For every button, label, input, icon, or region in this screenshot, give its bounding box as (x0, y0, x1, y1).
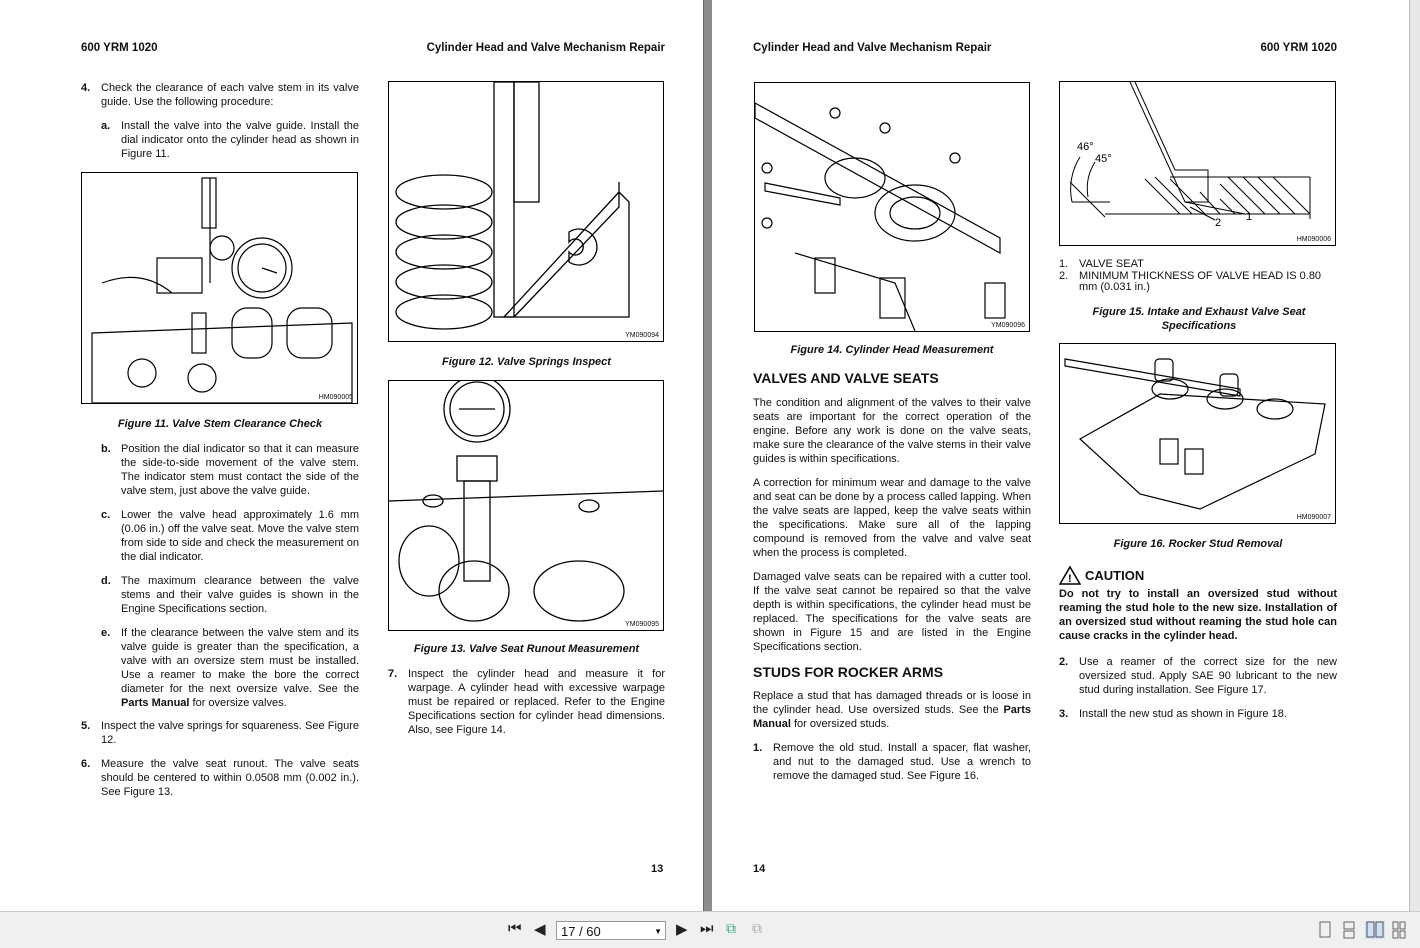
paragraph: A correction for minimum wear and damage to the valve and seat can be done by a process called lapping. When the valve seats are lapped, keep the valve seats within the specifications. Make sure all of the lapping compound is removed from the valve and valve seat when the process is completed. (753, 477, 1031, 559)
valve-seat-diagram (1060, 82, 1335, 245)
warning-icon (1059, 565, 1081, 585)
figure-15-caption: Figure 15. Intake and Exhaust Valve Seat Specifications (1092, 306, 1306, 332)
header-title: Cylinder Head and Valve Mechanism Repair (426, 42, 665, 54)
step-4a: a. Install the valve into the valve guide. Install the dial indicator onto the cylinder head as shown in Figure 11. (101, 120, 359, 160)
step-4c: c. Lower the valve head approximately 1.6 mm (0.06 in.) off the valve seat. Move the valve stem from side to side and check the measurement on the dial indicator. (101, 509, 359, 563)
section-heading-valves: VALVES AND VALVE SEATS (753, 370, 939, 386)
figure-14-image (754, 82, 1030, 332)
figure-12-image (388, 81, 664, 342)
viewer-toolbar (0, 911, 1420, 948)
figure-id: YM090096 (991, 322, 1025, 329)
step-3: 3. Install the new stud as shown in Figure 18. (1059, 708, 1287, 720)
step-1: 1. Remove the old stud. Install a spacer, flat washer, and nut to the damaged stud. Use a wrench to remove the damaged stud. See Figure 16. (753, 742, 1031, 782)
figure-id: HM090006 (1296, 236, 1331, 243)
figure-id: HM090005 (318, 394, 353, 401)
figure-12-caption: Figure 12. Valve Springs Inspect (442, 356, 611, 368)
next-page-button[interactable]: ▶ (676, 921, 688, 938)
runout-gauge-illustration (389, 381, 663, 630)
page-number: 13 (651, 863, 664, 875)
two-page-view-icon[interactable] (1365, 921, 1385, 939)
first-page-button[interactable]: ⏮ (508, 920, 522, 937)
caution-block (1059, 565, 1337, 643)
page-number: 14 (753, 863, 766, 875)
step-4d: d. The maximum clearance between the valve stems and their valve guides is shown in the Engine Specifications section. (101, 575, 359, 615)
valve-spring-illustration (389, 82, 663, 341)
figure-13-caption: Figure 13. Valve Seat Runout Measurement (413, 643, 640, 655)
fit-width-icon[interactable]: ⧉ (752, 920, 762, 936)
chevron-down-icon[interactable]: ▼ (654, 927, 662, 936)
page-number-input[interactable]: 17 / 60 ▼ (556, 921, 666, 940)
figure-15-legend: 1. VALVE SEAT 2. MINIMUM THICKNESS OF VALVE HEAD IS 0.80 mm (0.031 in.) (1059, 258, 1322, 293)
fit-page-icon[interactable]: ⧉ (726, 920, 736, 936)
figure-15-image (1059, 81, 1336, 246)
figure-13-image (388, 380, 664, 631)
callout-label: 2 (1215, 217, 1222, 229)
figure-id: YM090094 (625, 332, 659, 339)
paragraph: The condition and alignment of the valves to their valve seats are important for the correct operation of the engine. Before any work is done on the valve seats, make sure the clearance of the valve stems in their valve guides is within specifications. (753, 397, 1031, 465)
two-page-continuous-view-icon[interactable] (1392, 921, 1406, 939)
previous-page-button[interactable]: ◀ (534, 921, 546, 938)
step-4b: b. Position the dial indicator so that it can measure the side-to-side movement of the valve stem. The indicator stem must contact the side of the valve stem, just above the valve guide. (101, 443, 359, 497)
vertical-scrollbar[interactable] (1409, 0, 1420, 911)
dial-indicator-illustration (82, 173, 357, 403)
step-4: 4. Check the clearance of each valve stem in its valve guide. Use the following procedure: (81, 82, 359, 108)
continuous-view-icon[interactable] (1342, 921, 1356, 939)
header-title: Cylinder Head and Valve Mechanism Repair (753, 42, 992, 54)
single-page-view-icon[interactable] (1318, 921, 1332, 939)
paragraph: Damaged valve seats can be repaired with a cutter tool. If the valve seat cannot be repaired so that the valve depth is within specifications, the cylinder head must be replaced. The specifications for the valve seats are shown in Figure 15 and are listed in the Engine Specifications section. (753, 571, 1031, 653)
straightedge-illustration (755, 83, 1029, 331)
figure-16-image (1059, 343, 1336, 524)
step-4e: e. If the clearance between the valve stem and its valve guide is greater than the specification, a valve with an oversize stem must be installed. Use a reamer to make the bore the correct diameter for the next oversize valve. See the Parts Manual for oversize valves. (101, 627, 359, 709)
callout-label: 1 (1246, 211, 1253, 223)
caution-title: CAUTION (1085, 567, 1145, 583)
figure-11-image (81, 172, 358, 404)
svg-text:!: ! (1068, 573, 1072, 585)
figure-14-caption: Figure 14. Cylinder Head Measurement (790, 344, 994, 356)
paragraph: Replace a stud that has damaged threads or is loose in the cylinder head. Use oversized studs. See the Parts Manual for oversized studs. (753, 690, 1031, 730)
section-heading-studs: STUDS FOR ROCKER ARMS (753, 664, 944, 680)
left-page (0, 0, 703, 911)
figure-id: HM090007 (1296, 514, 1331, 521)
figure-id: YM090095 (625, 621, 659, 628)
right-page (712, 0, 1409, 911)
rocker-stud-illustration (1060, 344, 1335, 523)
angle-label: 46° (1077, 141, 1094, 153)
step-6: 6. Measure the valve seat runout. The valve seats should be centered to within 0.0508 mm (0.002 in.). See Figure 13. (81, 758, 359, 798)
angle-label: 45° (1095, 153, 1112, 165)
last-page-button[interactable]: ⏭ (700, 920, 714, 937)
figure-11-caption: Figure 11. Valve Stem Clearance Check (117, 418, 323, 430)
step-2: 2. Use a reamer of the correct size for the new oversized stud. Apply SAE 90 lubricant to the new stud during installation. See Figure 17. (1059, 656, 1337, 696)
figure-16-caption: Figure 16. Rocker Stud Removal (1113, 538, 1283, 550)
header-doc-number: 600 YRM 1020 (81, 42, 158, 54)
header-doc-number: 600 YRM 1020 (1260, 42, 1337, 54)
step-5: 5. Inspect the valve springs for squareness. See Figure 12. (81, 720, 359, 746)
caution-text: Do not try to install an oversized stud without reaming the stud hole to the new size. Installation of an oversized stud without reaming the stud hole can cause cracks in the cylinder head. (1059, 588, 1337, 642)
step-7: 7. Inspect the cylinder head and measure it for warpage. A cylinder head with excessive warpage must be repaired or replaced. Refer to the Engine Specifications section for cylinder head dimensions. Also, see Figure 14. (388, 668, 665, 736)
